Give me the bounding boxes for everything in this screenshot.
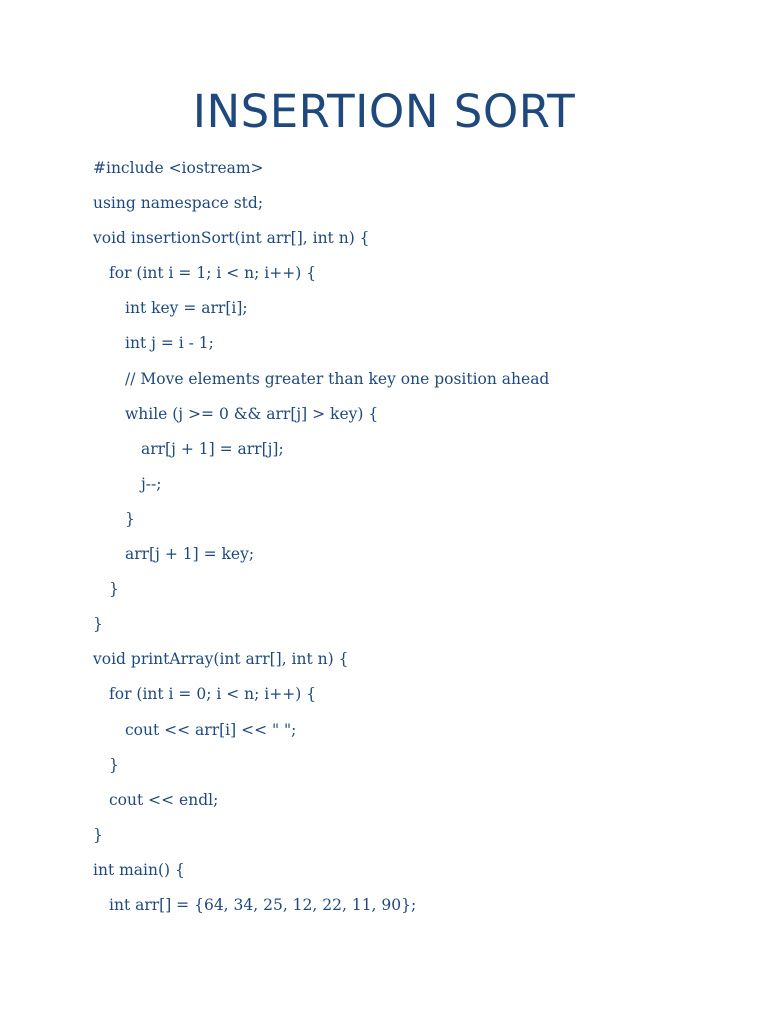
code-line: int main() { [93, 860, 185, 879]
code-line: for (int i = 1; i < n; i++) { [109, 264, 317, 283]
code-line: arr[j + 1] = arr[j]; [141, 439, 284, 458]
code-line: } [109, 755, 119, 774]
code-line: arr[j + 1] = key; [125, 545, 255, 564]
code-line: using namespace std; [93, 194, 264, 213]
code-line: cout << arr[i] << " "; [125, 720, 297, 739]
code-line: cout << endl; [109, 790, 219, 809]
code-block [93, 151, 733, 923]
code-line: int arr[] = {64, 34, 25, 12, 22, 11, 90}; [109, 895, 417, 914]
code-line: #include <iostream> [93, 159, 264, 177]
code-line: } [93, 615, 103, 634]
code-line: j--; [141, 474, 162, 493]
code-line: void insertionSort(int arr[], int n) { [93, 229, 370, 248]
code-comment-line: // Move elements greater than key one position ahead [125, 369, 550, 388]
code-line: int j = i - 1; [125, 334, 214, 353]
document-title: INSERTION SORT [192, 85, 576, 138]
code-line: for (int i = 0; i < n; i++) { [109, 685, 317, 704]
code-line: } [109, 580, 119, 599]
code-line: while (j >= 0 && arr[j] > key) { [125, 404, 379, 423]
code-line: int key = arr[i]; [125, 299, 248, 318]
code-line: } [125, 509, 135, 528]
code-line: void printArray(int arr[], int n) { [93, 650, 349, 669]
code-line: } [93, 825, 103, 844]
